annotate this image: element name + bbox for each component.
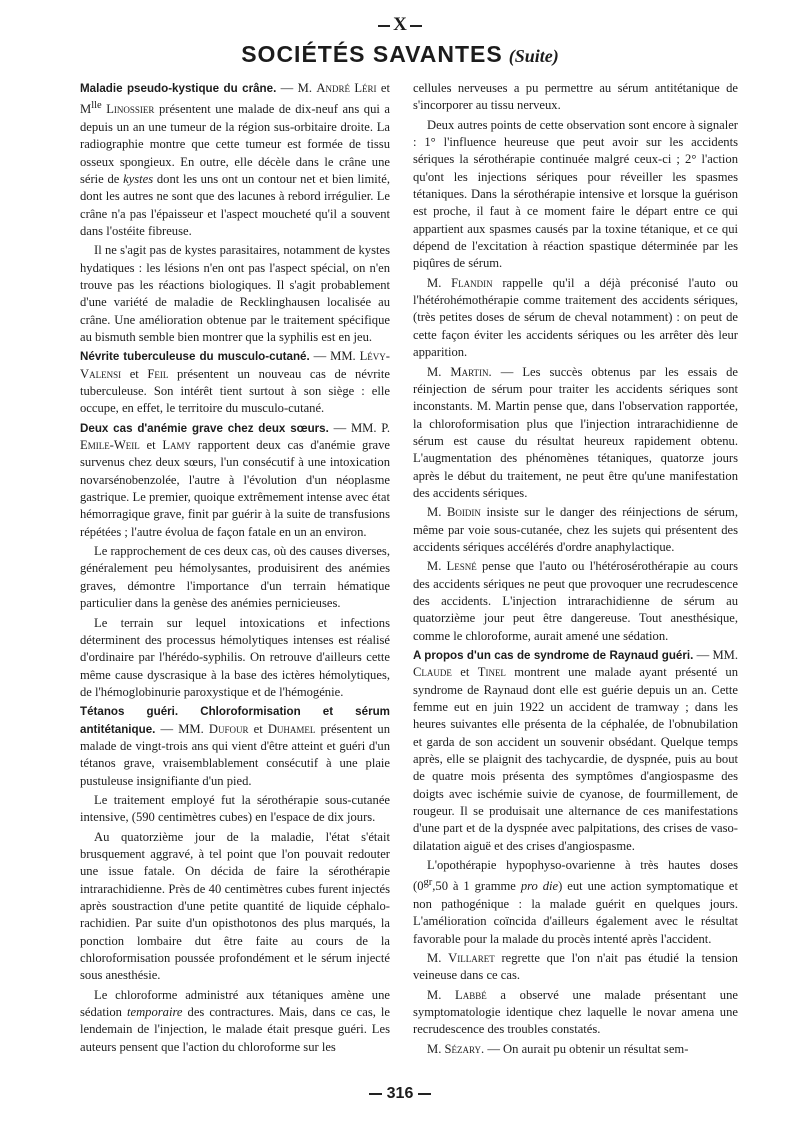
- author-name: Duhamel: [267, 721, 316, 736]
- text-fragment: et: [248, 721, 268, 736]
- author-name: Feil: [147, 366, 169, 381]
- paragraph-traitement: Le traitement employé fut la sérothérapie sous-cutanée intensive, (590 centimètres cubes) en l'espace de dix jours.: [80, 792, 390, 825]
- text-fragment: regrette que l'on n'ait pas étudié la tension veineuse dans ce cas.: [413, 951, 738, 983]
- heading-anemie: Deux cas d'anémie grave chez deux sœurs.: [80, 421, 329, 435]
- paragraph-nevrite: [80, 348, 390, 417]
- italic-term: temporaire: [127, 1005, 183, 1020]
- text-fragment: — MM.: [155, 721, 209, 736]
- text-fragment: M.: [427, 1041, 445, 1056]
- text-fragment: M.: [427, 951, 449, 966]
- paragraph-quatorzieme-jour: Au quatorzième jour de la maladie, l'état s'était brusquement aggravé, à tel point que l'on pouvait redouter une issue fatale. On décida de faire la sérothérapie intrarachidienne. Près de 40 centimètres cubes furent injectés après soustraction d'une petite quantité de liquide céphalo-rachidien. Par suite d'un opisthotonos des plus marqués, la ponction lombaire dut être faite au cours de la chloroformisation poussée profondément et le sérum injecté sous anesthésie.: [80, 829, 390, 983]
- section-title-suite: (Suite): [508, 46, 559, 66]
- author-name: Villaret: [448, 951, 495, 966]
- superscript: gr: [423, 877, 433, 889]
- paragraph-sezary: [413, 1041, 738, 1058]
- paragraph-raynaud: [413, 647, 738, 855]
- paragraph-chloroforme: [80, 987, 390, 1056]
- roman-numeral: X: [393, 14, 407, 35]
- section-title-main: SOCIÉTÉS SAVANTES: [241, 41, 503, 67]
- author-name: Linossier: [106, 102, 155, 117]
- right-dash: [418, 1093, 431, 1095]
- author-name: Dufour: [208, 721, 249, 736]
- text-fragment: dont les uns ont un contour net et bien limité, dont les autres ne sont que des lacunes à rebord irrégulier. Le crâne n'a pas l'épaisseur et l'aspect moucheté qu'il a souvent dans l'ostéite fibreuse.: [80, 171, 390, 238]
- italic-term: kystes: [123, 171, 154, 186]
- text-fragment: rapportent deux cas d'anémie grave survenus chez deux sœurs, l'un consécutif à une intoxication novarsénobenzolée, l'autre à l'évolution d'un néoplasme gastrique. Le premier, quoique extrêmement intense avec état hémorragique grave, finit par guérir à la suite de transfusions répétées ; l'autre évolua de façon fatale en un an environ.: [80, 438, 391, 539]
- heading-nevrite: Névrite tuberculeuse du musculo-cutané.: [80, 350, 310, 364]
- text-fragment: M.: [427, 559, 447, 574]
- text-fragment: . — On aurait pu obtenir un résultat sem-: [481, 1041, 689, 1056]
- author-name: Sézary: [444, 1041, 482, 1056]
- author-name: Claude: [413, 665, 452, 680]
- author-name: Emile-Weil: [80, 438, 140, 453]
- right-column: [413, 80, 738, 1060]
- author-name: Lamy: [162, 438, 192, 453]
- text-fragment: — MM. P.: [328, 420, 391, 435]
- text-fragment: M.: [427, 364, 451, 379]
- text-fragment: Le chloroforme administré aux tétaniques amène une sédation: [80, 987, 390, 1020]
- superscript: lle: [91, 100, 102, 112]
- right-dash: [410, 25, 422, 27]
- paragraph-cellules: cellules nerveuses a pu permettre au sérum antitétanique de s'incorporer au tissu nerveux.: [413, 81, 738, 113]
- text-fragment: rappelle qu'il a déjà préconisé l'auto ou l'hétérohémothérapie comme traitement des accidents sériques, (très petites doses de sérum de cheval notamment) : on peut de cette façon éviter les accidents sériques ou les arrêter dès leur apparition.: [413, 275, 738, 360]
- author-name: Tinel: [477, 665, 506, 680]
- paragraph-rapprochement: Le rapprochement de ces deux cas, où des causes diverses, généralement peu hémolysantes, produisirent des anémies graves, démontre l'importance d'un terrain hématique particulier dans la genèse des anémies pernicieuses.: [80, 544, 390, 611]
- text-fragment: présentent une malade de dix-neuf ans qui a depuis un an une tumeur de la région sus-orbitaire droite. La radiographie montre que cette tumeur est formée de tissu osseux spongieux. En outre, elle décèle dans le crâne une série de: [80, 102, 390, 186]
- paragraph-martin: [413, 364, 738, 503]
- text-fragment: M.: [427, 987, 456, 1002]
- paragraph-villaret: [413, 950, 738, 985]
- text-fragment: présentent un nouveau cas de névrite tuberculeuse. Son intérêt tient surtout à son siège : elle occupe, en effet, le territoire du musculo-cutané.: [80, 366, 390, 416]
- heading-raynaud: A propos d'un cas de syndrome de Raynaud guéri.: [413, 649, 694, 662]
- paragraph-pseudo-kystique: [80, 80, 390, 240]
- text-fragment: pense que l'auto ou l'hétérosérothérapie au cours des accidents sériques ne peut que provoquer une recrudescence des accidents. L'injection intrarachidienne de sérum au quatorzième jour peut être dangereuse. Tout anesthésique, comme le chloroforme, aurait amené une sédation.: [413, 559, 738, 643]
- text-fragment: M.: [427, 505, 447, 520]
- left-dash: [378, 25, 390, 27]
- text-fragment: ,50 à 1 gramme: [432, 879, 521, 894]
- heading-pseudo-kystique: Maladie pseudo-kystique du crâne.: [80, 82, 277, 95]
- text-fragment: et M: [80, 81, 390, 117]
- paragraph-labbe: [413, 987, 738, 1039]
- page-roman-numeral: [0, 14, 800, 36]
- author-name: Lesné: [446, 559, 477, 574]
- heading-tetanos: Tétanos guéri. Chloroformisation et sérum antitétanique.: [80, 705, 390, 736]
- text-fragment: et: [139, 438, 163, 453]
- paragraph-anemie: [80, 420, 390, 541]
- paragraph-flandin: [413, 275, 738, 362]
- text-fragment: montrent une malade ayant présenté un syndrome de Raynaud dont elle est guérie depuis un an. Cette femme eut en juin 1922 un accident de tramway ; dans les heures suivantes elle présenta de la céphalée, de l'obnubilation et garda de son accident un souvenir obsédant. Quelque temps après, elle se plaignit des tachycardie, de dyspnée, puis au bout de quatre mois présenta des symptômes d'angiospasme des doigts avec ischémie suivie de cyanose, de fourmillement, de rougeur. Il se produisait une alternance de ces manifestations d'une part et de la dyspnée avec palpitations, des crises de vaso-dilatation aiguë et des crises d'angiospasme.: [413, 665, 738, 853]
- text-fragment: ) eut une action symptomatique et non pathogénique : la malade guérit en quelques jours. L'amélioration coïncida d'ailleurs également avec le résultat favorable pour la malade du procès intenté après l'accident.: [413, 879, 739, 946]
- section-title: [0, 41, 800, 68]
- text-fragment: — MM.: [693, 648, 739, 662]
- text-fragment: . — Les succès obtenus par les essais de réinjection de sérum pour traiter les accidents sériques sont inconstants. M. Martin pense que, dans l'observation rapportée, la chloroformisation plus que l'injection intrarachidienne de sérum est cause du résultat heureux rapidement obtenu. L'augmentation des phénomènes tétaniques, quatorze jours après le début du traitement, ne peut être qu'une manifestation des accidents sériques.: [413, 364, 738, 500]
- text-fragment: L'opothérapie hypophyso-ovarienne à très hautes doses (0: [413, 858, 738, 894]
- paragraph-lesne: [413, 558, 738, 645]
- text-fragment: et: [121, 366, 148, 381]
- text-fragment: — M.: [276, 81, 317, 95]
- author-name: Boidin: [446, 505, 481, 520]
- page-number: [0, 1085, 800, 1103]
- author-name: Labbé: [455, 987, 487, 1002]
- italic-term: pro die: [520, 879, 559, 894]
- author-name: André Léri: [316, 81, 377, 95]
- text-fragment: présentent un malade de vingt-trois ans qui vient d'être atteint et guéri d'un tétanos grave, vraisemblablement consécutif à une plaie pustuleuse insignifiante d'un pied.: [80, 721, 390, 788]
- paragraph-terrain: Le terrain sur lequel intoxications et infections déterminent des processus hémolytiques intenses est réalisé d'ordinaire par l'hérédo-syphilis. On retrouve d'ailleurs cette même cause dyscrasique à la base des ictères hémolytiques, de l'hémoglobinurie paroxystique et de l'hémogénie.: [80, 615, 390, 699]
- author-name: Flandin: [451, 275, 493, 290]
- author-name: Lévy-Valensi: [80, 349, 390, 381]
- paragraph-opotherapie: [413, 857, 738, 948]
- text-fragment: insiste sur le danger des réinjections de sérum, même par voie sous-cutanée, chez les sujets qui présentent des accidents sériques accélérés d'ordre anaphylactique.: [413, 505, 738, 554]
- page-number-text: 316: [386, 1085, 414, 1102]
- left-dash: [369, 1093, 382, 1095]
- text-fragment: des contractures. Mais, dans ce cas, le lendemain de l'injection, le malade était presque guéri. Les auteurs pensent que l'action du chloroforme sur les: [80, 1005, 390, 1054]
- paragraph-boidin: [413, 504, 738, 556]
- text-fragment: M.: [427, 275, 452, 290]
- paragraph-kystes-parasitaires: Il ne s'agit pas de kystes parasitaires, notamment de kystes hydatiques : les lésions n'en ont pas l'aspect spécial, on n'en trouve pas les réactions biologiques. Il s'agit probablement d'une variété de maladie de Recklinghausen localisée au crâne. Une amélioration obtenue par le traitement spécifique au bismuth semble bien montrer que la syphilis est en jeu.: [80, 243, 390, 344]
- author-name: Martin: [450, 364, 489, 379]
- text-fragment: et: [451, 665, 478, 680]
- text-fragment: — MM.: [309, 349, 360, 364]
- paragraph-tetanos: [80, 703, 390, 790]
- paragraph-deux-points: Deux autres points de cette observation sont encore à signaler : 1° l'influence heureuse que peut avoir sur les accidents sériques la sérothérapie continuée malgré ceux-ci ; 2° l'action qu'ont les injections sériques pour réveiller les spasmes tétaniques. Dans la sérothérapie intensive et lorsque la guérison est proche, il faut à ce moment faire le départ entre ce qui appartient aux spasmes causés par la toxine tétanique, et ce qui dépend de l'excitation à réaction spastique déterminée par les piqûres de sérum.: [413, 117, 738, 271]
- left-column: [80, 80, 390, 1058]
- text-fragment: a observé une malade présentant une symptomatologie identique chez laquelle le novar amena une recrudescence des troubles constatés.: [413, 987, 738, 1037]
